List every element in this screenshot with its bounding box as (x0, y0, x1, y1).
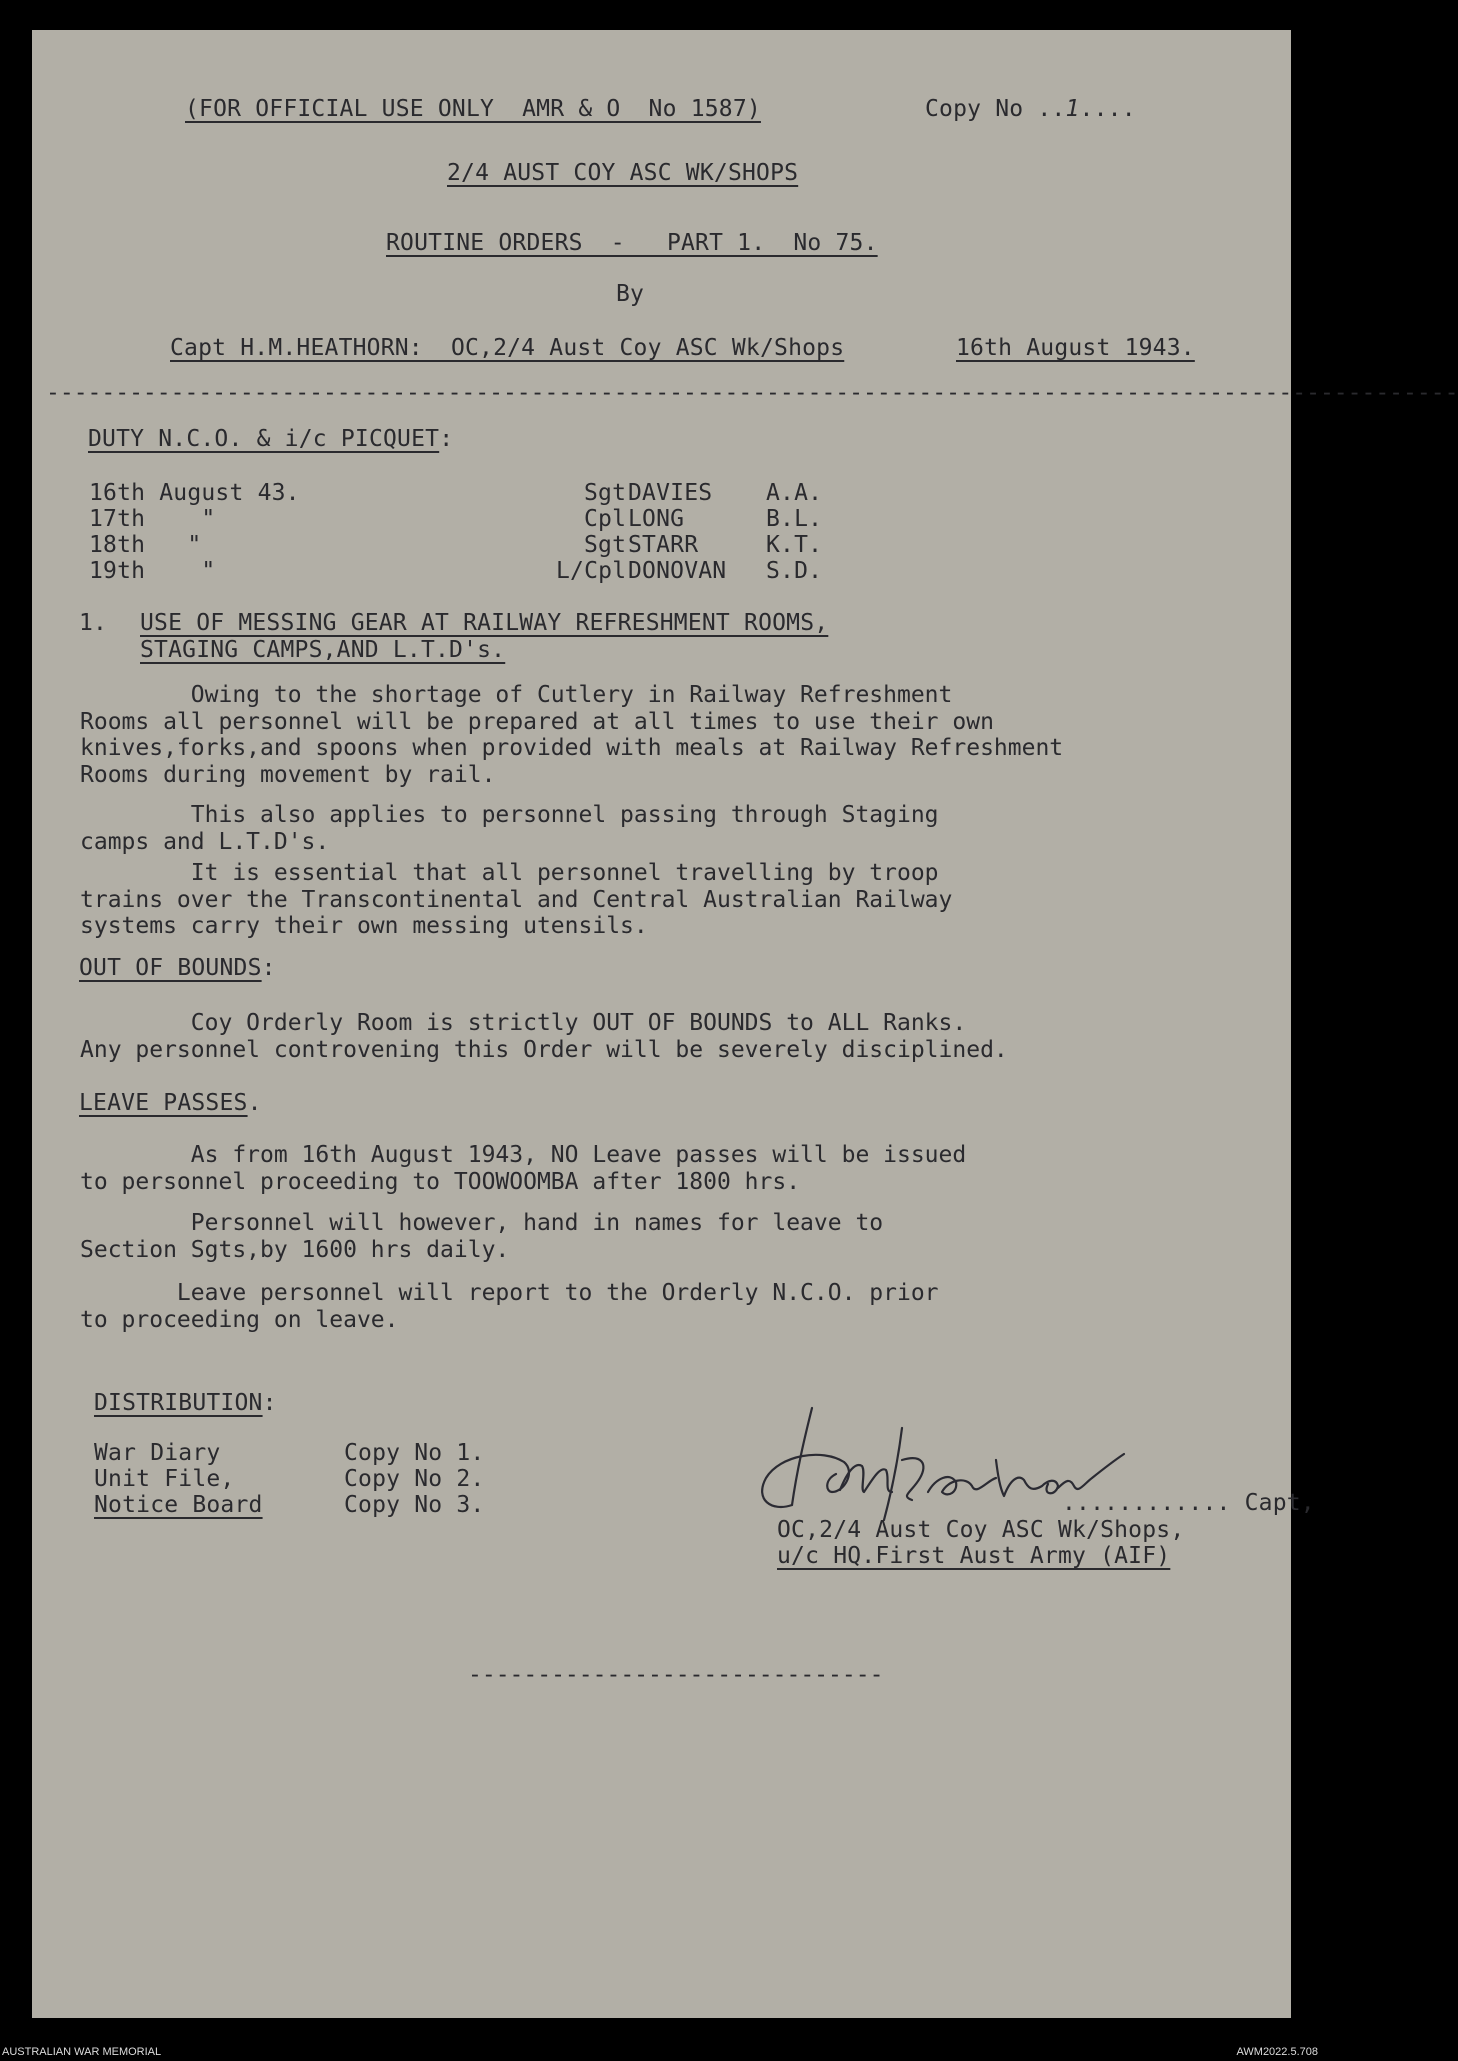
leave-heading: LEAVE PASSES. (79, 1090, 262, 1116)
distribution-recipient: War Diary (94, 1440, 221, 1466)
duty-rank: L/Cpl (556, 558, 627, 584)
duty-initials: K.T. (766, 532, 823, 558)
duty-rank: Sgt (584, 532, 627, 558)
by-label: By (616, 281, 645, 307)
archive-reference: AWM2022.5.708 (1236, 2046, 1318, 2058)
out-of-bounds-heading: OUT OF BOUNDS: (79, 955, 276, 981)
signature-title-line: OC,2/4 Aust Coy ASC Wk/Shops, (777, 1517, 1185, 1543)
duty-name: DONOVAN (628, 558, 727, 584)
duty-name: STARR (628, 532, 699, 558)
duty-heading: DUTY N.C.O. & i/c PICQUET: (88, 426, 454, 452)
distribution-heading: DISTRIBUTION: (94, 1390, 277, 1416)
leave-paragraph: Personnel will however, hand in names for leave to Section Sgts,by 1600 hrs daily. (80, 1210, 884, 1263)
copy-number-value: 1 (1065, 96, 1080, 122)
duty-rank: Sgt (584, 480, 627, 506)
distribution-recipient: Unit File, (94, 1466, 235, 1492)
distribution-copy: Copy No 2. (344, 1466, 485, 1492)
official-use-line (185, 96, 761, 123)
section1-paragraph: This also applies to personnel passing through Staging camps and L.T.D's. (80, 802, 939, 855)
duty-rank: Cpl (584, 506, 627, 532)
section-title-line1: USE OF MESSING GEAR AT RAILWAY REFRESHMENT ROOMS, (140, 610, 829, 636)
section-number: 1. (79, 610, 108, 636)
signature-unit-line: u/c HQ.First Aust Army (AIF) (777, 1543, 1171, 1569)
duty-name: LONG (628, 506, 685, 532)
official-use-text: (FOR OFFICIAL USE ONLY AMR & O No 1587) (185, 96, 761, 122)
distribution-copy: Copy No 3. (344, 1492, 485, 1518)
issuer-line (170, 335, 844, 362)
unit-title: 2/4 AUST COY ASC WK/SHOPS (447, 160, 799, 186)
archive-credit: AUSTRALIAN WAR MEMORIAL (2, 2046, 162, 2058)
dashed-divider: ------------------------------------------------------------------------------------------------------ (46, 380, 1458, 406)
document-page (32, 30, 1458, 2018)
duty-initials: A.A. (766, 480, 823, 506)
leave-paragraph: As from 16th August 1943, NO Leave passes will be issued to personnel proceeding to TOOWOOMBA after 1800 hrs. (80, 1142, 967, 1195)
section1-paragraph: It is essential that all personnel travelling by troop trains over the Transcontinental and Central Australian Railway systems carry their own messing utensils. (80, 860, 953, 939)
section-title-line2: STAGING CAMPS,AND L.T.D's. (140, 637, 506, 663)
duty-name: DAVIES (628, 480, 713, 506)
duty-date: 16th August 43. (89, 480, 300, 506)
distribution-copy: Copy No 1. (344, 1440, 485, 1466)
duty-date: 19th " (89, 558, 216, 584)
duty-initials: S.D. (766, 558, 823, 584)
duty-initials: B.L. (766, 506, 823, 532)
duty-date: 17th " (89, 506, 216, 532)
section1-paragraph: Owing to the shortage of Cutlery in Railway Refreshment Rooms all personnel will be prepared at all times to use their own knives,forks,and spoons when provided with meals at Railway Refreshment Rooms during movement by rail. (80, 682, 1064, 788)
duty-date: 18th " (89, 532, 202, 558)
leave-paragraph: Leave personnel will report to the Orderly N.C.O. prior to proceeding on leave. (80, 1280, 939, 1333)
issuer-text: Capt H.M.HEATHORN: OC,2/4 Aust Coy ASC Wk/Shops (170, 335, 845, 361)
end-divider: ------------------------------ (468, 1662, 884, 1688)
out-of-bounds-paragraph: Coy Orderly Room is strictly OUT OF BOUNDS to ALL Ranks. Any personnel controvening this Order will be severely disciplined. (80, 1010, 1008, 1063)
copy-number: Copy No ..1.... (925, 96, 1136, 122)
distribution-recipient: Notice Board (94, 1492, 263, 1518)
signature-dots-rank: ............ Capt, (1062, 1490, 1315, 1516)
order-date: 16th August 1943. (956, 335, 1195, 361)
orders-title: ROUTINE ORDERS - PART 1. No 75. (386, 230, 878, 256)
